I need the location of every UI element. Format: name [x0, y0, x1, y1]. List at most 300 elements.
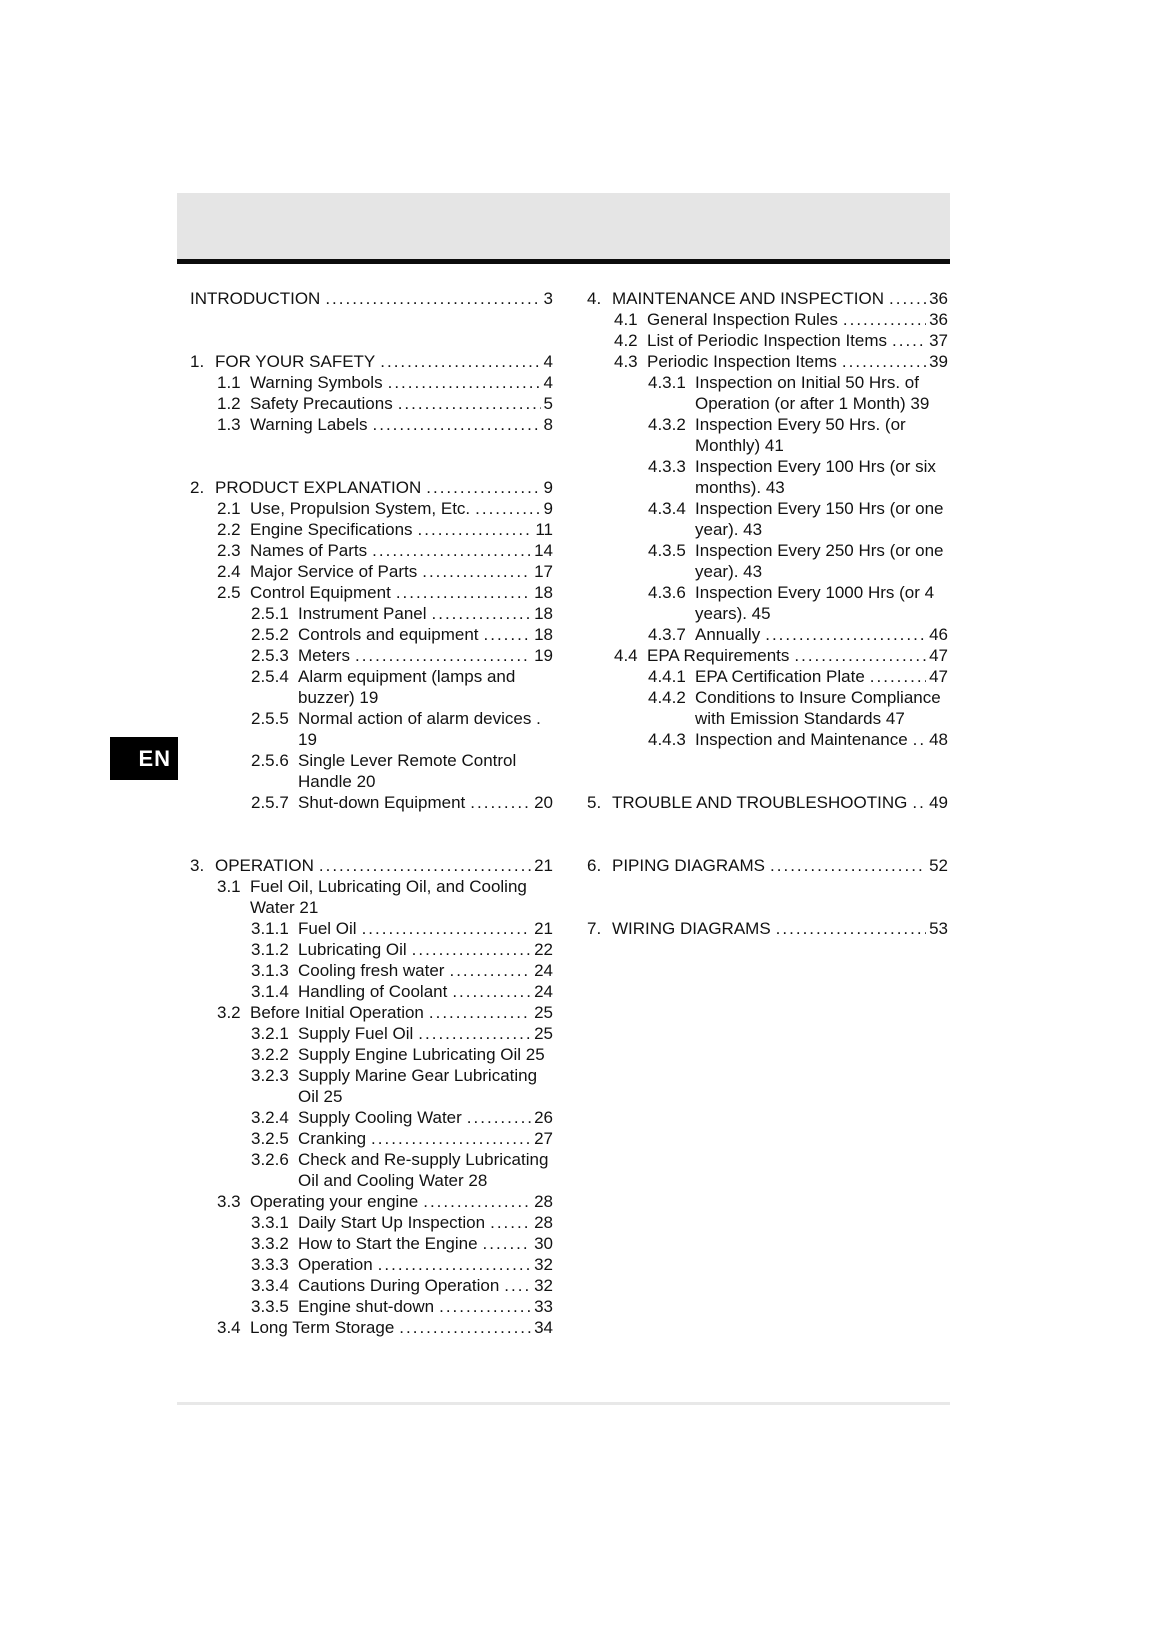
toc-section: [190, 351, 553, 435]
toc-entry-line: [648, 666, 948, 687]
entry-number: 3.1.1: [251, 919, 289, 938]
entry-number: 2.3: [217, 541, 241, 560]
toc-entry-2-5-6: [190, 750, 553, 792]
dot-leader: [770, 855, 926, 876]
toc-entry-3-1: [190, 876, 553, 918]
entry-number: 2.5: [217, 583, 241, 602]
dot-leader: [372, 540, 531, 561]
entry-title: EPA Requirements: [647, 646, 790, 665]
entry-number: 2.5.7: [251, 793, 289, 812]
toc-section: [587, 792, 948, 813]
entry-page-number: 25: [534, 1024, 553, 1043]
entry-number: 3.1.4: [251, 982, 289, 1001]
toc-entry-3-3-2: [190, 1233, 553, 1254]
entry-title: Supply Engine Lubricating Oil 25: [298, 1045, 545, 1064]
entry-number: 4.3.2: [648, 415, 686, 434]
toc-entry-3-2-4: [190, 1107, 553, 1128]
toc-entry-line: [251, 750, 553, 771]
entry-page-number: 36: [929, 289, 948, 308]
entry-title: Warning Labels: [250, 415, 368, 434]
toc-section: [190, 477, 553, 813]
toc-entry-1: [190, 351, 553, 372]
dot-leader: [470, 792, 531, 813]
toc-entry-line: [614, 351, 948, 372]
toc-entry-4-3-6: [587, 582, 948, 624]
dot-leader: [504, 1275, 531, 1296]
entry-page-number: 14: [534, 541, 553, 560]
toc-section: [190, 288, 553, 309]
entry-continuation: Oil 25: [298, 1087, 343, 1106]
entry-number: 4.: [587, 289, 602, 308]
toc-entry-7: [587, 918, 948, 939]
entry-number: 2.2: [217, 520, 241, 539]
toc-entry-2-5-1: [190, 603, 553, 624]
toc-entry-line: [648, 456, 948, 477]
entry-number: 4.3: [614, 352, 638, 371]
entry-title: Long Term Storage: [250, 1318, 395, 1337]
header-bar: [177, 193, 950, 264]
entry-title: Daily Start Up Inspection: [298, 1213, 486, 1232]
entry-number: 4.4.3: [648, 730, 686, 749]
toc-entry-line: [217, 1002, 553, 1023]
dot-leader: [776, 918, 926, 939]
entry-page-number: 5: [543, 394, 553, 413]
toc-entry-2-2: [190, 519, 553, 540]
entry-page-number: 3: [543, 289, 553, 308]
entry-title: Inspection Every 150 Hrs (or one: [695, 499, 944, 518]
toc-entry-4-3-2: [587, 414, 948, 456]
entry-title: Warning Symbols: [250, 373, 383, 392]
entry-title: Check and Re-supply Lubricating: [298, 1150, 549, 1169]
entry-title: Cooling fresh water: [298, 961, 445, 980]
toc-right-column: [587, 288, 948, 939]
entry-continuation: Oil and Cooling Water 28: [298, 1171, 488, 1190]
dot-leader: [439, 1296, 531, 1317]
entry-title: Fuel Oil, Lubricating Oil, and Cooling: [250, 877, 527, 896]
entry-number: 3.1.3: [251, 961, 289, 980]
entry-title: Names of Parts: [250, 541, 368, 560]
toc-section: [587, 855, 948, 876]
entry-page-number: 22: [534, 940, 553, 959]
entry-title: Handling of Coolant: [298, 982, 448, 1001]
entry-page-number: 9: [543, 478, 553, 497]
entry-number: 4.1: [614, 310, 638, 329]
entry-page-number: 19: [534, 646, 553, 665]
entry-title: Operating your engine: [250, 1192, 419, 1211]
toc-entry-4-2: [587, 330, 948, 351]
dot-leader: [355, 645, 531, 666]
toc-entry-3-1-2: [190, 939, 553, 960]
toc-entry-3-3-4: [190, 1275, 553, 1296]
toc-entry-line: [614, 645, 948, 666]
dot-leader: [452, 981, 531, 1002]
toc-entry-line: [217, 498, 553, 519]
entry-number: 7.: [587, 919, 602, 938]
entry-title: Engine shut-down: [298, 1297, 435, 1316]
dot-leader: [396, 582, 531, 603]
entry-title: MAINTENANCE AND INSPECTION: [612, 289, 885, 308]
toc-entry-3-2-2: [190, 1044, 553, 1065]
toc-entry-line: [251, 708, 553, 729]
entry-number: 3.2.4: [251, 1108, 289, 1127]
dot-leader: [483, 1233, 532, 1254]
entry-page-number: 36: [929, 310, 948, 329]
toc-entry-line: [614, 309, 948, 330]
entry-number: 2.1: [217, 499, 241, 518]
entry-continuation: buzzer) 19: [298, 688, 379, 707]
entry-page-number: 17: [534, 562, 553, 581]
toc-entry-4-3: [587, 351, 948, 372]
toc-entry-line: [251, 1107, 553, 1128]
dot-leader: [429, 1002, 531, 1023]
toc-entry-line: [251, 1149, 553, 1170]
entry-number: 1.1: [217, 373, 241, 392]
toc-entry-4-3-4: [587, 498, 948, 540]
entry-continuation: year). 43: [695, 520, 763, 539]
entry-number: 3.3.3: [251, 1255, 289, 1274]
entry-title: Inspection and Maintenance: [695, 730, 908, 749]
dot-leader: [432, 603, 532, 624]
toc-entry-3-3-1: [190, 1212, 553, 1233]
toc-entry-line: [251, 1296, 553, 1317]
toc-entry-line: [251, 1065, 553, 1086]
toc-entry-4-1: [587, 309, 948, 330]
toc-entry-line: [251, 1023, 553, 1044]
toc-entry-3-2-5: [190, 1128, 553, 1149]
entry-number: 3.4: [217, 1318, 241, 1337]
toc-entry-line: [217, 414, 553, 435]
entry-page-number: 26: [534, 1108, 553, 1127]
toc-entry-2-5-5: [190, 708, 553, 750]
entry-number: 2.5.1: [251, 604, 289, 623]
entry-title: Supply Cooling Water: [298, 1108, 462, 1127]
entry-number: 4.3.1: [648, 373, 686, 392]
entry-title: How to Start the Engine: [298, 1234, 478, 1253]
entry-number: 2.4: [217, 562, 241, 581]
toc-entry-line: [251, 981, 553, 1002]
toc-entry-line: [587, 918, 948, 939]
toc-entry-line: [217, 519, 553, 540]
entry-title: List of Periodic Inspection Items: [647, 331, 888, 350]
entry-page-number: 53: [929, 919, 948, 938]
dot-leader: [426, 477, 540, 498]
entry-title: Annually: [695, 625, 761, 644]
toc-entry-line: [217, 1317, 553, 1338]
dot-leader: [319, 855, 531, 876]
entry-title: Use, Propulsion System, Etc.: [250, 499, 471, 518]
toc-entry-6: [587, 855, 948, 876]
toc-entry-2-1: [190, 498, 553, 519]
toc-entry-line: [190, 288, 553, 309]
toc-entry-line: [190, 855, 553, 876]
entry-number: 4.3.4: [648, 499, 686, 518]
toc-entry-1-1: [190, 372, 553, 393]
entry-number: 3.1: [217, 877, 241, 896]
dot-leader: [373, 414, 541, 435]
entry-number: 6.: [587, 856, 602, 875]
entry-number: 4.3.3: [648, 457, 686, 476]
language-badge-label: EN: [138, 745, 171, 771]
toc-entry-4-3-3: [587, 456, 948, 498]
entry-page-number: 24: [534, 982, 553, 1001]
entry-title: Periodic Inspection Items: [647, 352, 837, 371]
entry-page-number: 46: [929, 625, 948, 644]
entry-title: Alarm equipment (lamps and: [298, 667, 516, 686]
entry-page-number: 47: [929, 667, 948, 686]
dot-leader: [418, 519, 533, 540]
entry-continuation: with Emission Standards 47: [695, 709, 905, 728]
toc-entry-line: [217, 561, 553, 582]
toc-entry-line: [648, 582, 948, 603]
entry-page-number: 48: [929, 730, 948, 749]
entry-continuation: year). 43: [695, 562, 763, 581]
toc-entry-line: [251, 1254, 553, 1275]
dot-leader: [892, 330, 926, 351]
entry-page-number: 4: [543, 373, 553, 392]
entry-number: 5.: [587, 793, 602, 812]
toc-entry-line: [648, 498, 948, 519]
toc-entry-line: [251, 918, 553, 939]
dot-leader: [842, 351, 926, 372]
entry-continuation: 19: [298, 730, 317, 749]
entry-number: 1.2: [217, 394, 241, 413]
entry-number: 3.1.2: [251, 940, 289, 959]
entry-title: Before Initial Operation: [250, 1003, 424, 1022]
entry-title: Lubricating Oil: [298, 940, 407, 959]
toc-entry-2-5-2: [190, 624, 553, 645]
dot-leader: [490, 1212, 531, 1233]
entry-page-number: 21: [534, 856, 553, 875]
toc-entry-4-3-5: [587, 540, 948, 582]
entry-continuation: months). 43: [695, 478, 785, 497]
entry-number: 2.5.2: [251, 625, 289, 644]
toc-entry-line: [251, 1212, 553, 1233]
toc-left-column: [190, 288, 553, 1338]
toc-entry-3-2-6: [190, 1149, 553, 1191]
entry-title: Inspection Every 1000 Hrs (or 4: [695, 583, 935, 602]
entry-title: WIRING DIAGRAMS: [612, 919, 771, 938]
entry-title: Cautions During Operation: [298, 1276, 500, 1295]
entry-page-number: 21: [534, 919, 553, 938]
entry-title: Fuel Oil: [298, 919, 357, 938]
toc-entry-line: [217, 372, 553, 393]
entry-number: 3.3.2: [251, 1234, 289, 1253]
toc-entry-line: [217, 582, 553, 603]
toc-entry-4-4-1: [587, 666, 948, 687]
entry-title: Single Lever Remote Control: [298, 751, 517, 770]
entry-number: 3.: [190, 856, 205, 875]
toc-entry-line: [251, 960, 553, 981]
dot-leader: [362, 918, 532, 939]
entry-title: Inspection on Initial 50 Hrs. of: [695, 373, 919, 392]
entry-number: 3.3.4: [251, 1276, 289, 1295]
entry-title: General Inspection Rules: [647, 310, 838, 329]
toc-entry-4-3-1: [587, 372, 948, 414]
entry-title: PRODUCT EXPLANATION: [215, 478, 422, 497]
entry-number: 3.2: [217, 1003, 241, 1022]
entry-title: Inspection Every 50 Hrs. (or: [695, 415, 906, 434]
toc-entry-3-1-3: [190, 960, 553, 981]
toc-entry-3-3-3: [190, 1254, 553, 1275]
toc-entry-2-5-3: [190, 645, 553, 666]
language-badge: [110, 737, 178, 780]
entry-title: Safety Precautions: [250, 394, 393, 413]
toc-entry-4-4: [587, 645, 948, 666]
entry-number: 2.5.3: [251, 646, 289, 665]
entry-page-number: 4: [543, 352, 553, 371]
toc-entry-3-1-1: [190, 918, 553, 939]
entry-number: 4.4.1: [648, 667, 686, 686]
toc-entry-3-4: [190, 1317, 553, 1338]
entry-title: PIPING DIAGRAMS: [612, 856, 766, 875]
entry-title: Inspection Every 100 Hrs (or six: [695, 457, 936, 476]
entry-number: 3.3: [217, 1192, 241, 1211]
entry-number: 3.2.3: [251, 1066, 289, 1085]
toc-entry-3-3-5: [190, 1296, 553, 1317]
toc-entry-4-4-2: [587, 687, 948, 729]
entry-continuation: Operation (or after 1 Month) 39: [695, 394, 930, 413]
entry-title: Inspection Every 250 Hrs (or one: [695, 541, 944, 560]
entry-number: 2.5.5: [251, 709, 289, 728]
entry-number: 4.4.2: [648, 688, 686, 707]
toc-entry-line: [587, 855, 948, 876]
entry-title: Cranking: [298, 1129, 367, 1148]
entry-number: 4.3.7: [648, 625, 686, 644]
entry-number: 3.3.1: [251, 1213, 289, 1232]
toc-entry-2-5-4: [190, 666, 553, 708]
toc-entry-line: [217, 540, 553, 561]
entry-title: Normal action of alarm devices .: [298, 709, 541, 728]
toc-entry-line: [614, 330, 948, 351]
entry-page-number: 11: [535, 520, 553, 539]
entry-page-number: 18: [534, 583, 553, 602]
entry-page-number: 32: [534, 1255, 553, 1274]
toc-entry-3-2: [190, 1002, 553, 1023]
entry-page-number: 8: [543, 415, 553, 434]
toc-entry-3-2-1: [190, 1023, 553, 1044]
entry-title: Operation: [298, 1255, 373, 1274]
toc-entry-line: [648, 624, 948, 645]
entry-page-number: 49: [929, 793, 948, 812]
dot-leader: [467, 1107, 531, 1128]
entry-number: 4.2: [614, 331, 638, 350]
toc-entry-2: [190, 477, 553, 498]
entry-page-number: 37: [929, 331, 948, 350]
entry-continuation: Monthly) 41: [695, 436, 784, 455]
footer-rule: [177, 1402, 950, 1405]
toc-entry-line: [251, 666, 553, 687]
toc-section: [190, 855, 553, 1338]
entry-number: 1.3: [217, 415, 241, 434]
toc-entry-line: [648, 540, 948, 561]
toc-entry-line: [217, 393, 553, 414]
toc-entry-line: [648, 687, 948, 708]
entry-page-number: 32: [534, 1276, 553, 1295]
toc-entry-3-2-3: [190, 1065, 553, 1107]
dot-leader: [423, 1191, 531, 1212]
entry-title: Instrument Panel: [298, 604, 427, 623]
dot-leader: [765, 624, 926, 645]
entry-continuation: years). 45: [695, 604, 771, 623]
toc-entry-2-4: [190, 561, 553, 582]
dot-leader: [913, 729, 926, 750]
dot-leader: [371, 1128, 531, 1149]
dot-leader: [378, 1254, 531, 1275]
entry-number: 3.2.6: [251, 1150, 289, 1169]
entry-number: 3.3.5: [251, 1297, 289, 1316]
toc-section: [587, 288, 948, 750]
dot-leader: [484, 624, 532, 645]
toc-entry-3-3: [190, 1191, 553, 1212]
toc-entry-2-5: [190, 582, 553, 603]
toc-entry-line: [251, 603, 553, 624]
dot-leader: [870, 666, 926, 687]
entry-number: 1.: [190, 352, 205, 371]
entry-page-number: 52: [929, 856, 948, 875]
toc-entry-line: [251, 1233, 553, 1254]
dot-leader: [422, 561, 531, 582]
entry-number: 3.2.5: [251, 1129, 289, 1148]
toc-entry-line: [251, 1275, 553, 1296]
dot-leader: [912, 792, 926, 813]
toc-entry-line: [648, 729, 948, 750]
toc-entry-line: [217, 876, 553, 897]
toc-entry-5: [587, 792, 948, 813]
dot-leader: [889, 288, 926, 309]
entry-page-number: 34: [534, 1318, 553, 1337]
entry-title: Engine Specifications: [250, 520, 413, 539]
entry-title: Shut-down Equipment: [298, 793, 466, 812]
entry-number: 4.3.6: [648, 583, 686, 602]
entry-title: FOR YOUR SAFETY: [215, 352, 376, 371]
toc-entry-4-4-3: [587, 729, 948, 750]
entry-page-number: 9: [543, 499, 553, 518]
toc-entry-line: [251, 792, 553, 813]
toc-entry-1-3: [190, 414, 553, 435]
toc-entry-line: [251, 939, 553, 960]
dot-leader: [412, 939, 531, 960]
entry-continuation: Handle 20: [298, 772, 376, 791]
entry-page-number: 18: [534, 604, 553, 623]
dot-leader: [449, 960, 531, 981]
dot-leader: [325, 288, 540, 309]
toc-entry-2-3: [190, 540, 553, 561]
entry-page-number: 28: [534, 1213, 553, 1232]
entry-page-number: 24: [534, 961, 553, 980]
entry-page-number: 28: [534, 1192, 553, 1211]
toc-entry-1-2: [190, 393, 553, 414]
entry-title: Supply Fuel Oil: [298, 1024, 414, 1043]
entry-page-number: 18: [534, 625, 553, 644]
entry-page-number: 25: [534, 1003, 553, 1022]
entry-title: Major Service of Parts: [250, 562, 418, 581]
toc-entry-3: [190, 855, 553, 876]
entry-number: 2.5.6: [251, 751, 289, 770]
dot-leader: [388, 372, 541, 393]
dot-leader: [794, 645, 926, 666]
dot-leader: [399, 1317, 531, 1338]
dot-leader: [398, 393, 541, 414]
entry-title: INTRODUCTION: [190, 289, 321, 308]
toc-entry-2-5-7: [190, 792, 553, 813]
entry-number: 4.4: [614, 646, 638, 665]
entry-title: Conditions to Insure Compliance: [695, 688, 941, 707]
toc-entry-line: [251, 1044, 553, 1065]
toc-entry-line: [587, 288, 948, 309]
entry-page-number: 30: [534, 1234, 553, 1253]
entry-number: 2.5.4: [251, 667, 289, 686]
toc-entry-line: [648, 372, 948, 393]
